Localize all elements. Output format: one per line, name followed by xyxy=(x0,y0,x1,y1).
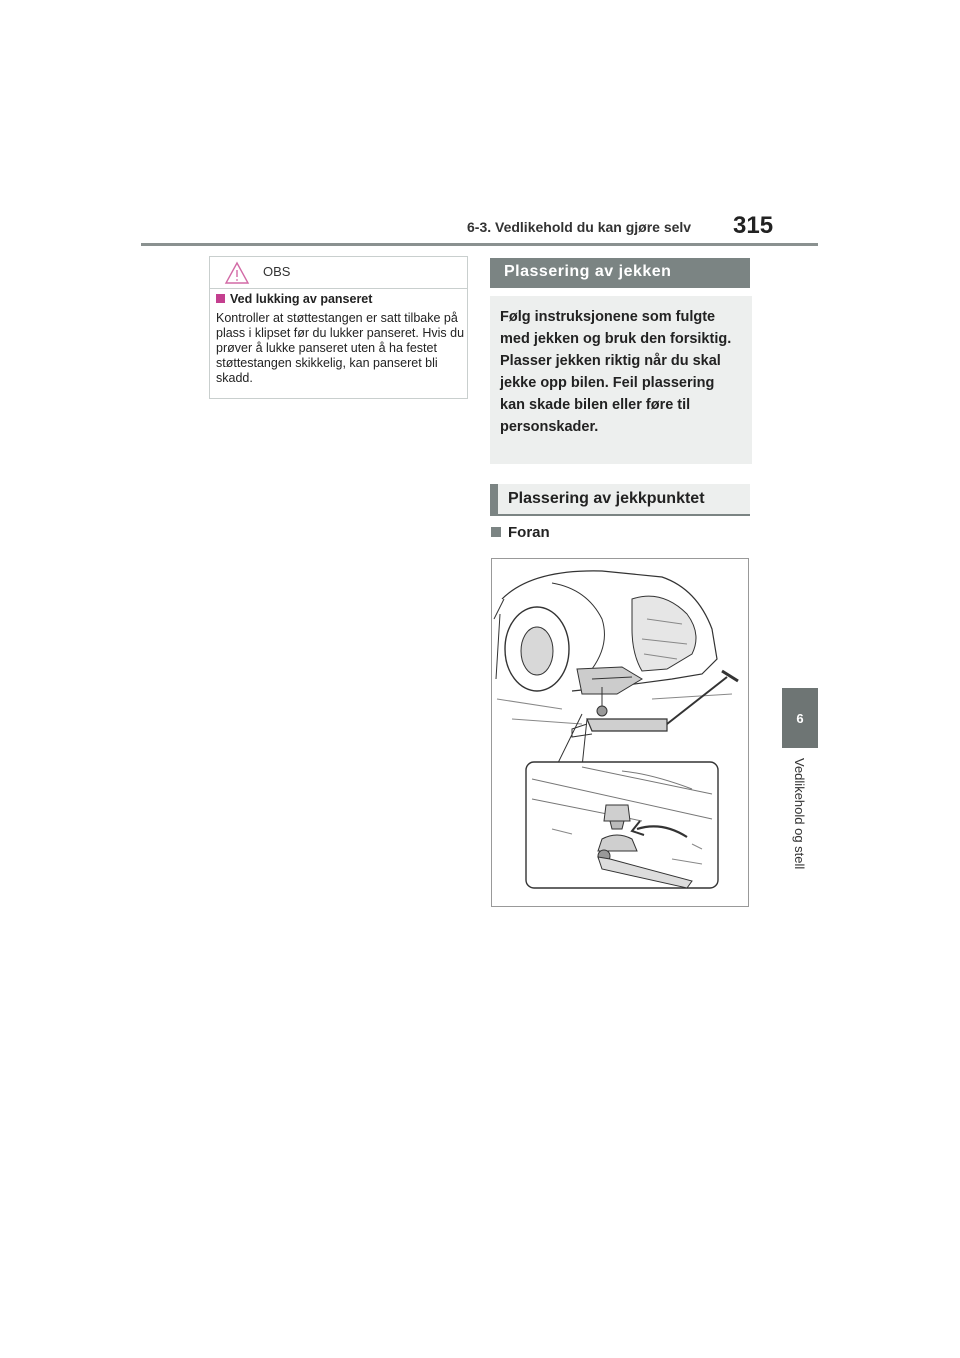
section-title-jack: Plassering av jekken xyxy=(490,258,750,288)
bullet-square-icon xyxy=(216,294,225,303)
chapter-number: 6 xyxy=(796,710,804,726)
chapter-tab[interactable] xyxy=(782,688,818,748)
page-number: 315 xyxy=(733,212,774,239)
subheading-front: Foran xyxy=(491,524,550,541)
warning-icon xyxy=(224,261,250,285)
obs-text: Kontroller at støttestangen er satt tilbake på plass i klipset før du lukker panseret. Hvis du prøver å lukke panseret uten å ha festet støttestangen skikkelig, kan panseret bli skadd. xyxy=(216,311,465,385)
jack-illustration xyxy=(491,558,749,907)
intro-box xyxy=(490,296,752,464)
bullet-square-icon xyxy=(491,527,501,537)
header-rule xyxy=(141,243,818,246)
obs-header xyxy=(210,257,467,289)
chapter-label: Vedlikehold og stell xyxy=(792,758,807,870)
obs-label: OBS xyxy=(263,264,291,279)
obs-box xyxy=(209,256,468,399)
intro-paragraph-2: Plasser jekken riktig når du skal jekke opp bilen. Feil plassering kan skade bilen eller føre til personskader. xyxy=(500,353,721,435)
header-section-title: 6-3. Vedlikehold du kan gjøre selv xyxy=(467,219,692,235)
obs-subheading: Ved lukking av panseret xyxy=(216,292,372,306)
intro-paragraph-1: Følg instruksjonene som fulgte med jekken og bruk den forsiktig. xyxy=(500,309,732,347)
section-title-jack-point: Plassering av jekkpunktet xyxy=(490,484,750,516)
